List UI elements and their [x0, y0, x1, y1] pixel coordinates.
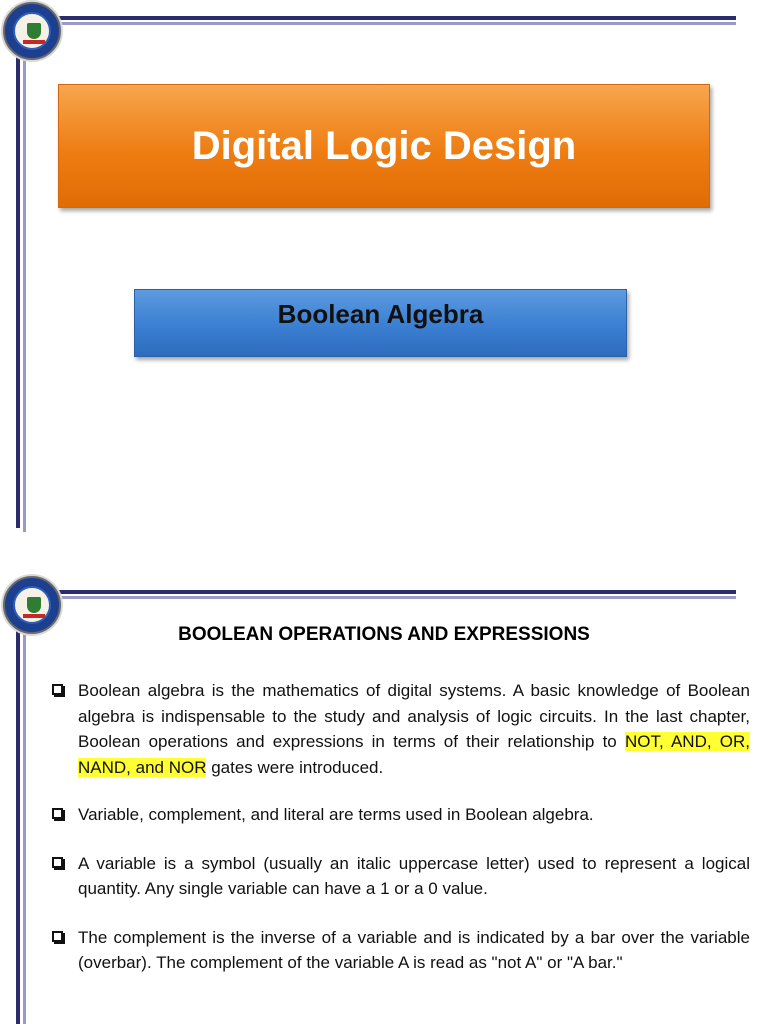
frame-top-line-light [22, 22, 736, 25]
bullet-text: Variable, complement, and literal are terms used in Boolean algebra. [78, 805, 594, 824]
frame-left-line [16, 596, 20, 1024]
bullet-list [50, 678, 750, 976]
checkbox-square-icon [52, 808, 63, 819]
slide-gap [0, 535, 768, 570]
title-banner [58, 84, 710, 208]
checkbox-square-icon [52, 931, 63, 942]
bullet-text-tail: gates were introduced. [206, 757, 384, 777]
checkbox-square-icon [52, 684, 63, 695]
checkbox-square-icon [52, 857, 63, 868]
subtitle-banner [134, 289, 627, 357]
frame-left-line [16, 22, 20, 528]
college-seal-icon [3, 2, 61, 60]
list-item [50, 851, 750, 902]
frame-top-line [22, 16, 736, 20]
frame-top-line-light [22, 596, 736, 599]
slide-subtitle-text: Boolean Algebra [277, 299, 484, 329]
bullet-text: A variable is a symbol (usually an italic uppercase letter) used to represent a logical quantity. Any single variable can have a 1 or a 0 value. [78, 853, 750, 898]
highlighted-gates: NOT, AND, OR, NAND, and NOR [78, 732, 750, 777]
bullet-text: Boolean algebra is the mathematics of digital systems. A basic knowledge of Boolean algebra is indispensable to the study and analysis of logic circuits. In the last chapter, Boolean operations and expressions in terms of their relationship to [78, 681, 750, 751]
section-heading: BOOLEAN OPERATIONS AND EXPRESSIONS [178, 624, 590, 645]
list-item [50, 802, 750, 828]
list-item [50, 925, 750, 976]
slide-boolean-operations [0, 570, 768, 1024]
frame-left-line-light [23, 22, 26, 532]
list-item [50, 678, 750, 780]
bullet-text: The complement is the inverse of a variable and is indicated by a bar over the variable (overbar). The complement of the variable A is read as "not A" or "A bar." [78, 927, 750, 972]
frame-top-line [22, 590, 736, 594]
frame-left-line-light [23, 596, 26, 1024]
slide-title-text: Digital Logic Design [191, 123, 577, 168]
